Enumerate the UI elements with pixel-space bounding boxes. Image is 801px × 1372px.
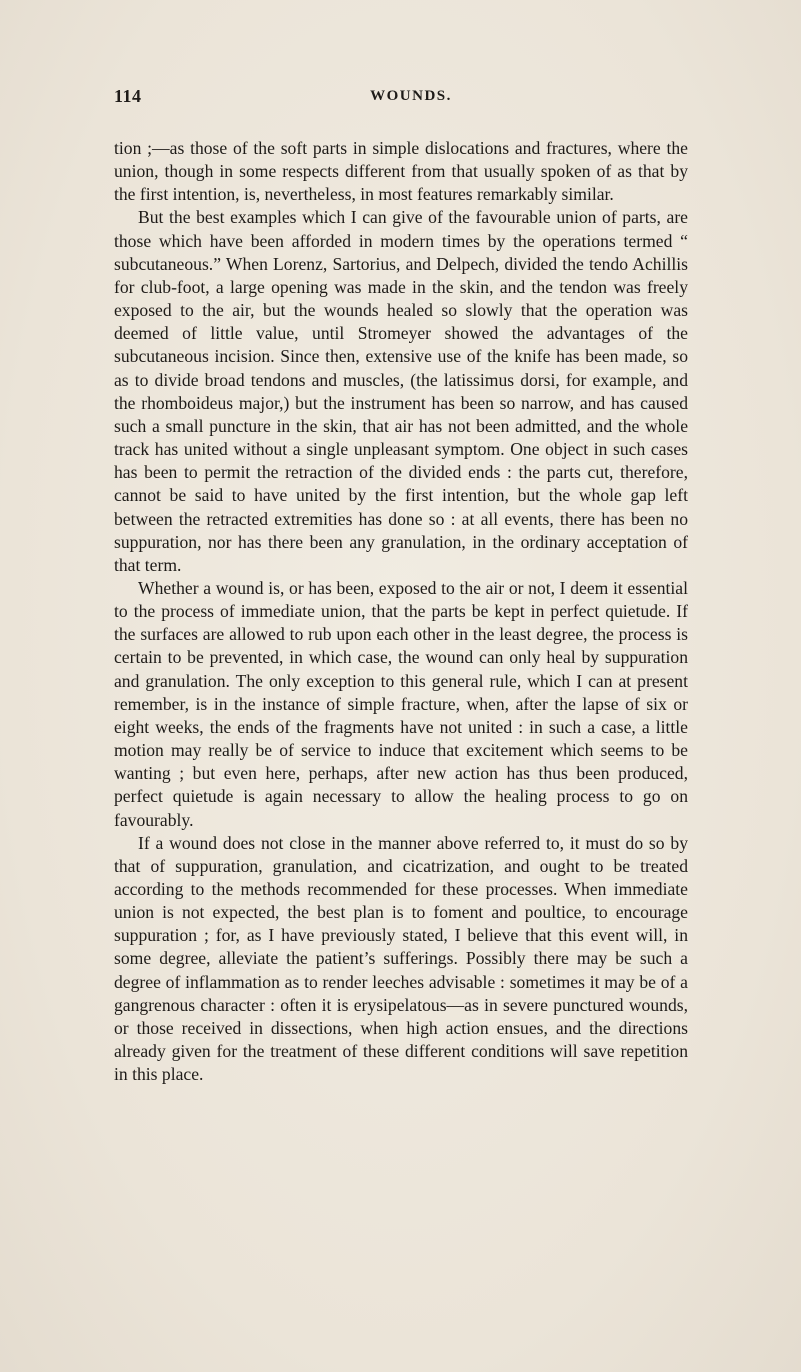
paragraph-continuation: tion ;—as those of the soft parts in simple dislocations and fractures, where the union, though in some respects different from that usually spoken of as that by the first intention, is, nevertheless, in most features remarkably similar. [114, 138, 688, 205]
running-head [114, 86, 688, 110]
paragraph-quietude: Whether a wound is, or has been, exposed to the air or not, I deem it essential to the process of immediate union, that the parts be kept in perfect quietude. If the surfaces are allowed to rub upon each other in the least degree, the process is certain to be prevented, in which case, the wound can only heal by suppuration and granulation. The only exception to this general rule, which I can at present remember, is in the instance of simple fracture, when, after the lapse of six or eight weeks, the ends of the fragments have not united : in such a case, a little motion may really be of service to induce that excitement which seems to be wanting ; but even here, perhaps, after new action has thus been produced, perfect quietude is again necessary to allow the healing process to go on favourably. [114, 577, 688, 830]
body-text [114, 137, 688, 1086]
page-number: 114 [114, 86, 142, 106]
running-title: WOUNDS. [370, 88, 452, 104]
paragraph-subcutaneous: But the best examples which I can give of the favourable union of parts, are those which have been afforded in modern times by the operations termed “ subcutaneous.” When Lorenz, Sartorius, and Delpech, divided the tendo Achillis for club-foot, a large opening was made in the skin, and the tendon was freely exposed to the air, but the wounds healed so slowly that the operation was deemed of little value, until Stromeyer showed the advantages of the subcutaneous incision. Since then, extensive use of the knife has been made, so as to divide broad tendons and muscles, (the latissimus dorsi, for example, and the rhomboideus major,) but the instrument has been so narrow, and has caused such a small puncture in the skin, that air has not been admitted, and the whole track has united without a single unpleasant symptom. One object in such cases has been to permit the retraction of the divided ends : the parts cut, therefore, cannot be said to have united by the first intention, but the whole gap left between the retracted extremities has done so : at all events, there has been no suppuration, nor has there been any granulation, in the ordinary acceptation of that term. [114, 207, 688, 575]
paragraph-suppuration: If a wound does not close in the manner above referred to, it must do so by that of suppuration, granulation, and cicatrization, and ought to be treated according to the methods recommended for these processes. When immediate union is not expected, the best plan is to foment and poultice, to encourage suppuration ; for, as I have previously stated, I believe that this event will, in some degree, alleviate the patient’s sufferings. Possibly there may be such a degree of inflammation as to render leeches advisable : sometimes it may be of a gangrenous character : often it is erysipelatous—as in severe punctured wounds, or those received in dissections, when high action ensues, and the directions already given for the treatment of these different conditions will save repetition in this place. [114, 832, 688, 1085]
